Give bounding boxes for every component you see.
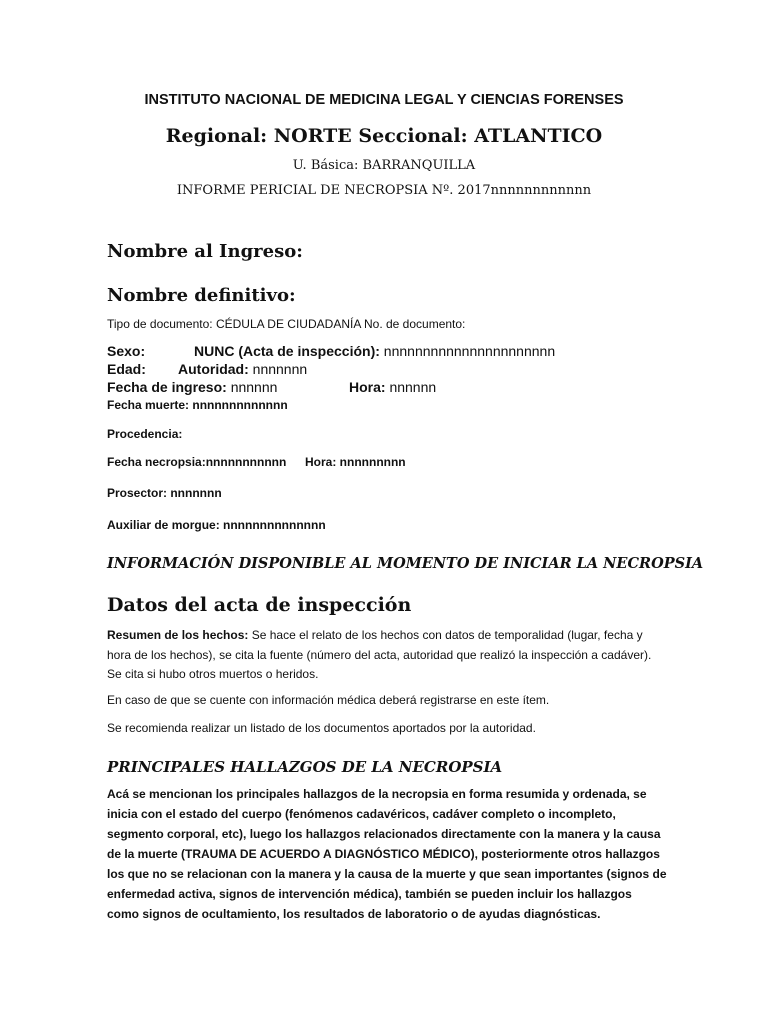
resumen-text: Se hace el relato de los hechos con datos de temporalidad (lugar, fecha y hora de los hechos), se cita la fuente (número del acta, autoridad que realizó la inspección a cadáver). Se cita si hubo otros muertos o heridos. (107, 628, 652, 681)
autoridad-row (178, 361, 307, 377)
fecha-muerte: Fecha muerte: nnnnnnnnnnnnn (107, 398, 288, 412)
hallazgos-body: Acá se mencionan los principales hallazgos de la necropsia en forma resumida y ordenada, se inicia con el estado del cuerpo (fenómenos cadavéricos, cadáver completo o incompleto, segmento corporal, etc), luego los hallazgos relacionados directamente con la manera y la causa de la muerte (TRAUMA DE ACUERDO A DIAGNÓSTICO MÉDICO), posteriormente otros hallazgos los que no se relacionan con la manera y la causa de la muerte y que sean importantes (signos de enfermedad activa, signos de intervención médica), también se pueden incluir los hallazgos como signos de ocultamiento, los resultados de laboratorio o de ayudas diagnósticas. (107, 787, 667, 921)
informe-number: INFORME PERICIAL DE NECROPSIA Nº. 2017nnnnnnnnnnnn (176, 183, 592, 198)
regional-heading: Regional: NORTE Seccional: ATLANTICO (165, 125, 603, 147)
edad-label: Edad: (107, 361, 146, 377)
hora-value: nnnnnn (385, 379, 437, 395)
hora-necropsia: Hora: nnnnnnnnn (305, 455, 406, 469)
nombre-definitivo-label: Nombre definitivo: (107, 285, 296, 306)
sexo-row (107, 343, 145, 359)
nunc-label: NUNC (Acta de inspección): (194, 343, 380, 359)
fecha-ingreso-row (107, 379, 277, 395)
hora-ingreso-row (349, 379, 436, 395)
prosector: Prosector: nnnnnnn (107, 486, 222, 500)
unidad-basica: U. Básica: BARRANQUILLA (292, 158, 476, 173)
resumen-hechos (107, 626, 667, 685)
institute-title: INSTITUTO NACIONAL DE MEDICINA LEGAL Y CIENCIAS FORENSES (144, 92, 624, 108)
nunc-row (194, 343, 555, 359)
auxiliar-morgue: Auxiliar de morgue: nnnnnnnnnnnnnn (107, 518, 326, 532)
section-datos-acta-title: Datos del acta de inspección (107, 594, 412, 616)
procedencia: Procedencia: (107, 427, 183, 441)
informacion-medica-note: En caso de que se cuente con información médica deberá registrarse en este ítem. (107, 693, 550, 707)
hora-label: Hora: (349, 379, 386, 395)
edad-row (107, 361, 146, 377)
nombre-ingreso-label: Nombre al Ingreso: (107, 241, 303, 262)
section-hallazgos-title: PRINCIPALES HALLAZGOS DE LA NECROPSIA (107, 758, 503, 776)
fecha-necropsia: Fecha necropsia:nnnnnnnnnnn (107, 455, 287, 469)
resumen-label: Resumen de los hechos: (107, 628, 249, 642)
tipo-documento: Tipo de documento: CÉDULA DE CIUDADANÍA No. de documento: (107, 317, 466, 331)
listado-documentos-note: Se recomienda realizar un listado de los documentos aportados por la autoridad. (107, 721, 536, 735)
autoridad-value: nnnnnnn (248, 361, 308, 377)
sexo-label: Sexo: (107, 343, 146, 359)
nunc-value: nnnnnnnnnnnnnnnnnnnnnn (379, 343, 556, 359)
fecha-ingreso-value: nnnnnn (226, 379, 278, 395)
section-informacion-title: INFORMACIÓN DISPONIBLE AL MOMENTO DE INICIAR LA NECROPSIA (107, 555, 704, 572)
fecha-ingreso-label: Fecha de ingreso: (107, 379, 227, 395)
autoridad-label: Autoridad: (178, 361, 249, 377)
